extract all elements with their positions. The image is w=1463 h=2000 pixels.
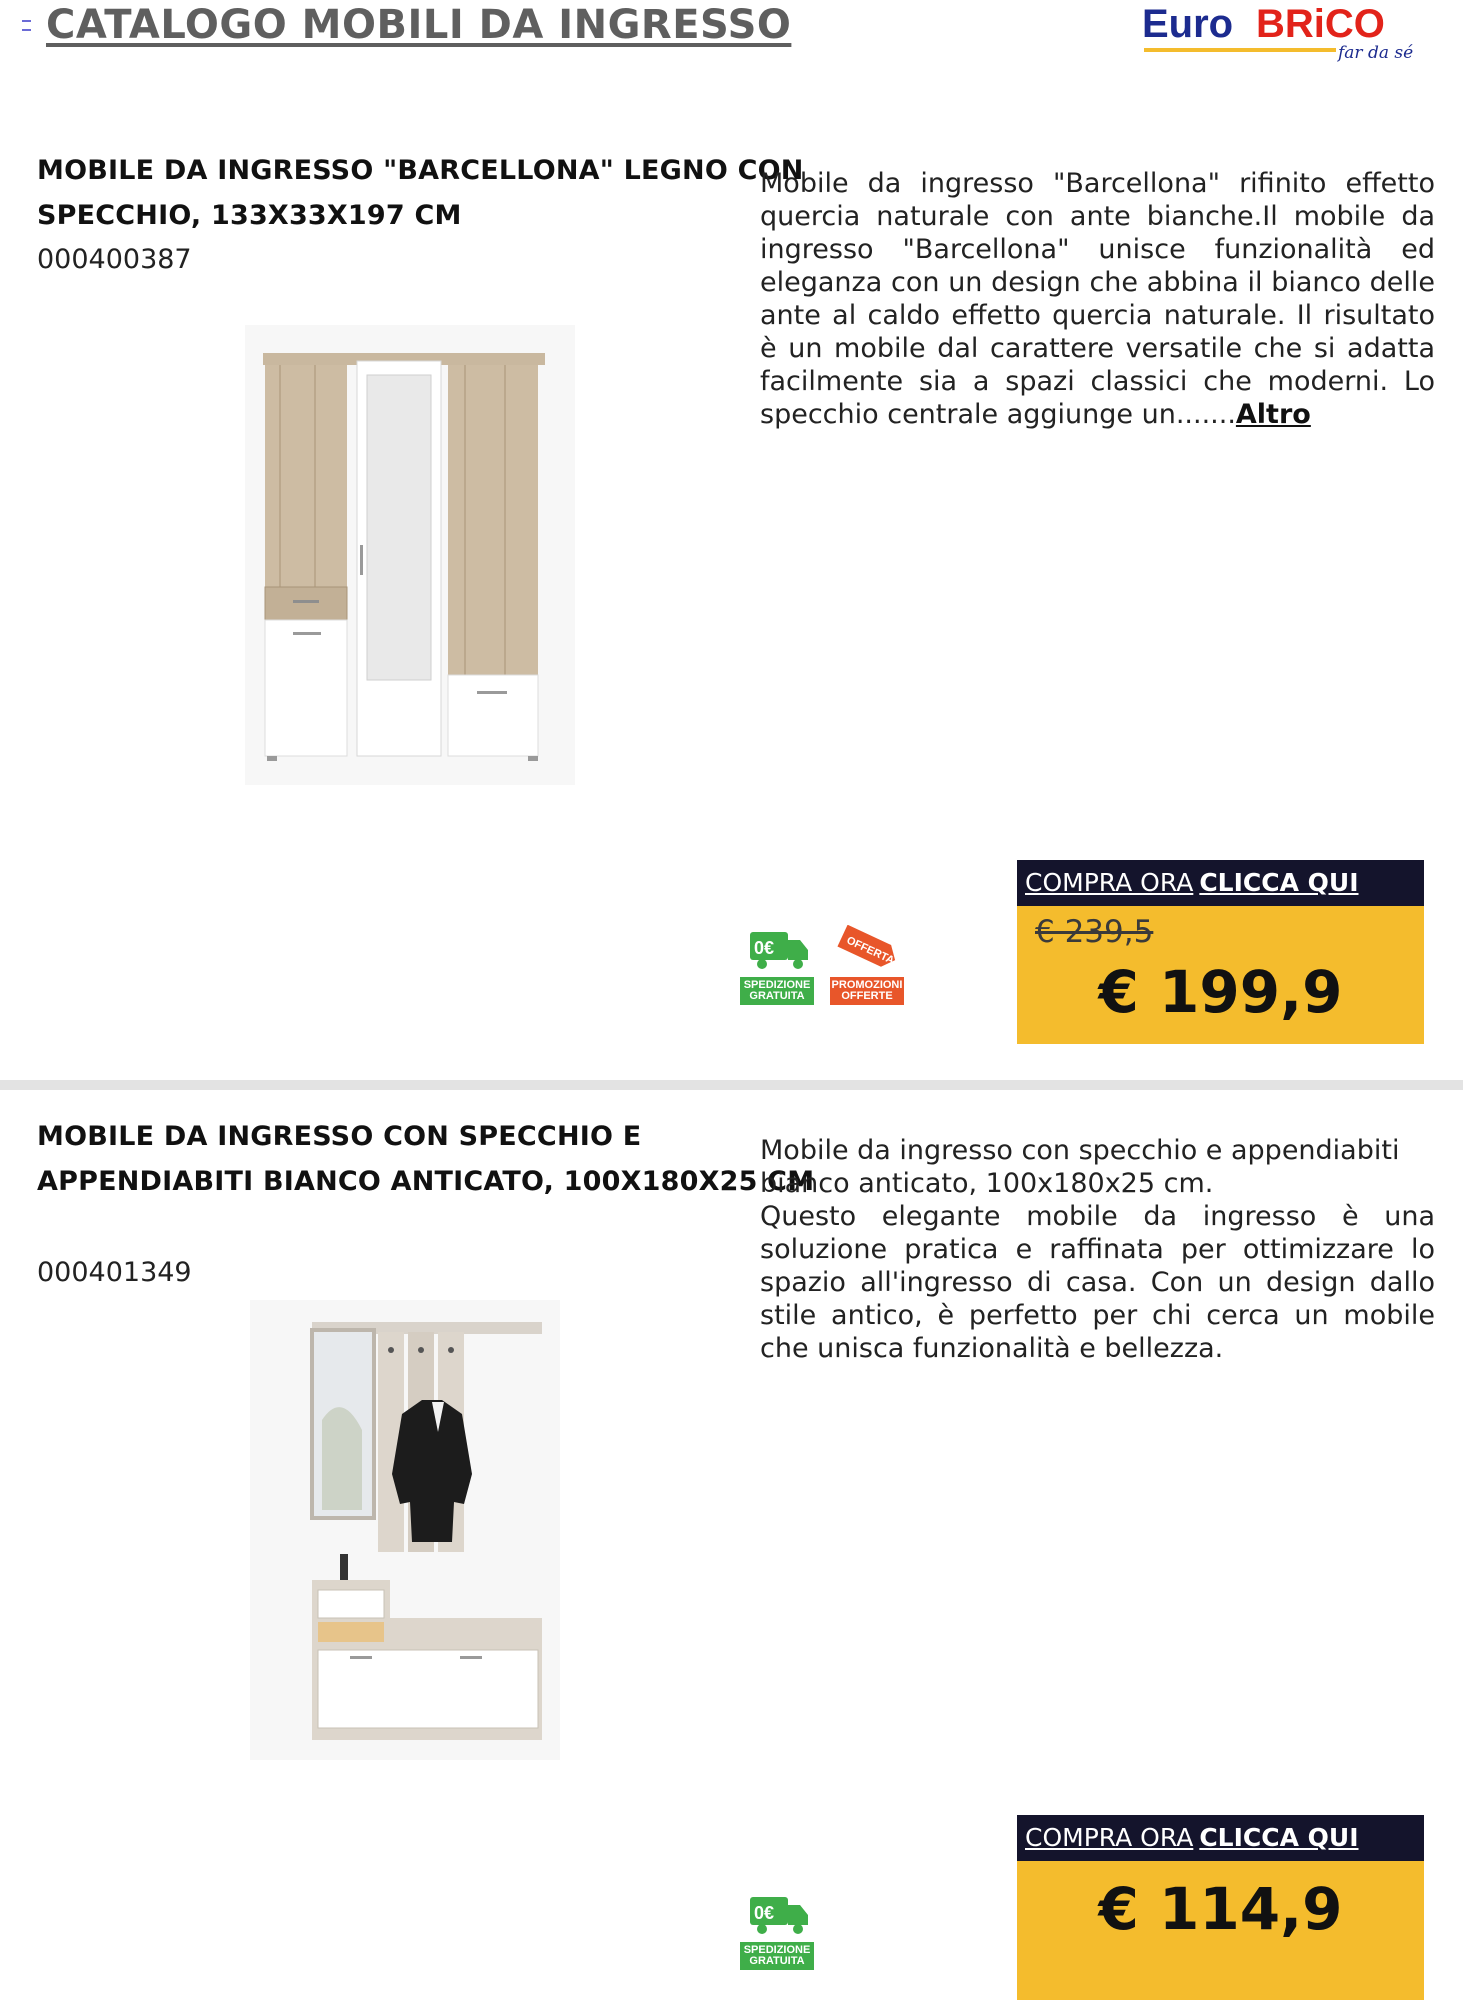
- product-2-price: € 114,9: [1098, 1875, 1343, 1943]
- product-1-code: 000400387: [37, 244, 192, 275]
- product-1-image[interactable]: [245, 325, 575, 785]
- product-1-description: [760, 167, 1435, 431]
- product-2-buy-box[interactable]: [1017, 1815, 1424, 2000]
- product-2-image[interactable]: [250, 1300, 560, 1760]
- product-1-buy-now[interactable]: COMPRA ORA: [1025, 868, 1194, 897]
- product-1-description-text: Mobile da ingresso "Barcellona" rifinito effetto quercia naturale con ante bianche.Il mobile da ingresso "Barcellona" unisce funzionalità ed eleganza con un design che abbina il bianco delle ante al caldo effetto quercia naturale. Il risultato è un mobile dal carattere versatile che si adatta facilmente sia a spazi classici che moderni. Lo specchio centrale aggiunge un.......: [760, 168, 1435, 430]
- title-bullet-icon: [22, 20, 31, 31]
- product-2-description: [760, 1134, 1435, 1365]
- shipping-value: 0€: [754, 938, 775, 958]
- product-2-title-line1: MOBILE DA INGRESSO CON SPECCHIO E: [37, 1121, 642, 1152]
- product-2-click-here-link[interactable]: CLICCA QUI: [1199, 1823, 1359, 1852]
- shipping-value: 0€: [754, 1903, 775, 1923]
- product-1-offer-badge: [830, 925, 904, 1005]
- product-2-buy-now[interactable]: COMPRA ORA: [1025, 1823, 1194, 1852]
- product-1-price: € 199,9: [1098, 958, 1343, 1026]
- page-title: CATALOGO MOBILI DA INGRESSO: [46, 2, 792, 48]
- product-2-free-shipping-badge: [740, 1895, 814, 1970]
- promo-label-line2: OFFERTE: [841, 990, 893, 1002]
- logo-euro: Euro: [1142, 2, 1234, 46]
- truck-icon: [740, 930, 814, 972]
- shipping-label-line2: GRATUITA: [749, 990, 805, 1002]
- shipping-label-line1: SPEDIZIONE: [743, 1944, 811, 1956]
- product-1-more-link[interactable]: Altro: [1235, 399, 1311, 430]
- product-2-description-line2: Questo elegante mobile da ingresso è una soluzione pratica e raffinata per ottimizzare lo spazio all'ingresso di casa. Con un design dallo stile antico, è perfetto per chi cerca un mobile che unisca funzionalità e bellezza.: [760, 1201, 1435, 1364]
- truck-icon: [740, 1895, 814, 1937]
- product-1-title: [37, 148, 804, 238]
- logo-brico: BRiCO: [1256, 2, 1385, 46]
- product-1-buy-box[interactable]: [1017, 860, 1424, 1044]
- section-divider: [0, 1080, 1463, 1090]
- product-2-cta-bar[interactable]: [1017, 1815, 1424, 1861]
- product-2-title: [37, 1114, 814, 1204]
- product-1-click-here-link[interactable]: CLICCA QUI: [1199, 868, 1359, 897]
- offer-tag-icon: [830, 925, 904, 972]
- product-1-title-line1: MOBILE DA INGRESSO "BARCELLONA" LEGNO CON: [37, 155, 804, 186]
- logo-tagline: far da sé: [1338, 43, 1414, 63]
- shipping-label-line2: GRATUITA: [749, 1955, 805, 1967]
- product-2-title-line2: APPENDIABITI BIANCO ANTICATO, 100X180X25 CM: [37, 1166, 815, 1197]
- offer-tag-text: OFFERTA: [844, 934, 896, 967]
- eurobrico-logo[interactable]: [1140, 0, 1422, 64]
- product-1-free-shipping-badge: [740, 930, 814, 1005]
- product-1-old-price: € 239,5: [1035, 914, 1154, 950]
- promo-label-line1: PROMOZIONI: [831, 979, 903, 991]
- shipping-label-line1: SPEDIZIONE: [743, 979, 811, 991]
- product-1-title-line2: SPECCHIO, 133X33X197 CM: [37, 200, 462, 231]
- product-2-description-line1: Mobile da ingresso con specchio e appendiabiti bianco anticato, 100x180x25 cm.: [760, 1135, 1400, 1199]
- product-2-code: 000401349: [37, 1257, 192, 1288]
- product-1-cta-bar[interactable]: [1017, 860, 1424, 906]
